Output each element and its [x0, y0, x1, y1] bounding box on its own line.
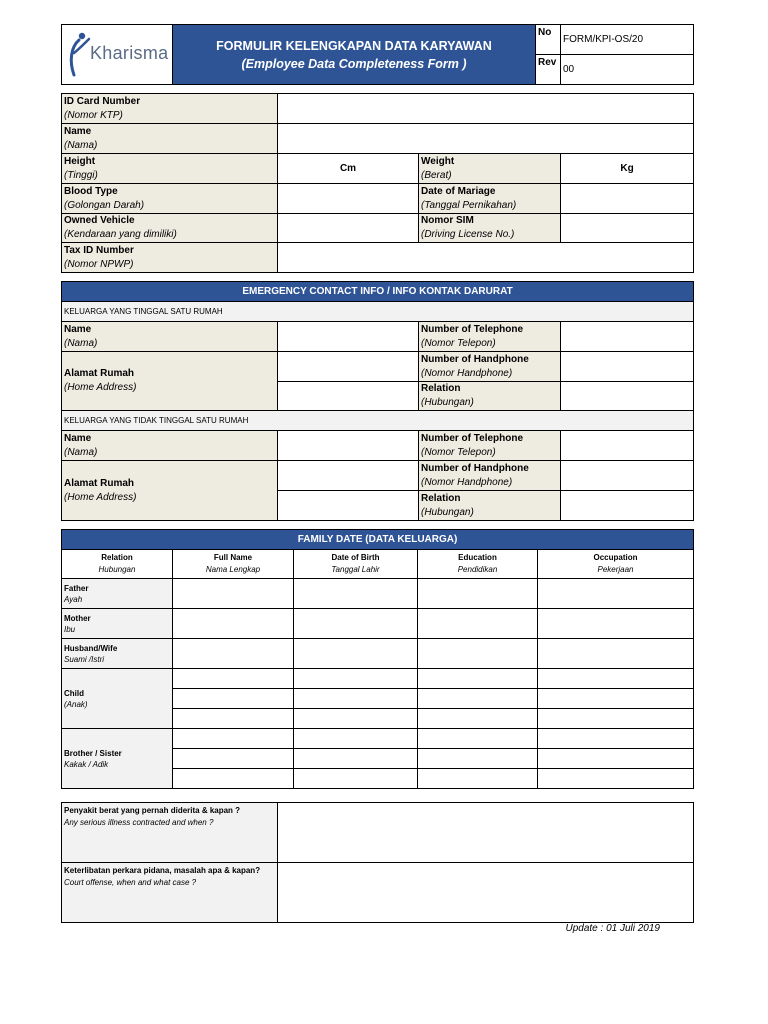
- mother-name-input[interactable]: [173, 609, 294, 639]
- emergency2-address-input-1[interactable]: [278, 461, 419, 491]
- emergency1-relation-label: Relation (Hubungan): [419, 382, 561, 411]
- emergency-group-same-house: KELUARGA YANG TINGGAL SATU RUMAH: [62, 302, 694, 322]
- family-section-title: FAMILY DATE (DATA KELUARGA): [62, 530, 694, 550]
- vehicle-label: Owned Vehicle (Kendaraan yang dimiliki): [62, 214, 278, 243]
- child3-birth-input[interactable]: [294, 709, 418, 729]
- tax-id-input[interactable]: [278, 243, 694, 273]
- emergency2-address-label: Alamat Rumah (Home Address): [62, 461, 278, 521]
- illness-answer-input[interactable]: [278, 803, 694, 863]
- emergency1-handphone-label: Number of Handphone (Nomor Handphone): [419, 352, 561, 382]
- father-birth-input[interactable]: [294, 579, 418, 609]
- blood-type-input[interactable]: [278, 184, 419, 214]
- weight-unit: Kg: [620, 163, 634, 174]
- emergency2-name-label: Name (Nama): [62, 431, 278, 461]
- form-subtitle: (Employee Data Completeness Form ): [241, 56, 467, 71]
- mother-label: Mother Ibu: [62, 609, 173, 639]
- id-card-label: ID Card Number (Nomor KTP): [62, 94, 278, 124]
- mother-occupation-input[interactable]: [538, 609, 694, 639]
- emergency-group-other-house: KELUARGA YANG TIDAK TINGGAL SATU RUMAH: [62, 411, 694, 431]
- sibling3-name-input[interactable]: [173, 769, 294, 789]
- height-label: Height (Tinggi): [62, 154, 278, 184]
- sibling1-birth-input[interactable]: [294, 729, 418, 749]
- kharisma-logo-icon: [65, 31, 91, 79]
- emergency1-address-input-2[interactable]: [278, 382, 419, 411]
- height-input[interactable]: [278, 154, 419, 184]
- emergency1-address-input-1[interactable]: [278, 352, 419, 382]
- update-date: Update : 01 Juli 2019: [565, 923, 660, 934]
- emergency2-name-input[interactable]: [278, 431, 419, 461]
- child2-occupation-input[interactable]: [538, 689, 694, 709]
- name-label: Name (Nama): [62, 124, 278, 154]
- spouse-occupation-input[interactable]: [538, 639, 694, 669]
- sibling3-education-input[interactable]: [418, 769, 538, 789]
- father-label: Father Ayah: [62, 579, 173, 609]
- child1-occupation-input[interactable]: [538, 669, 694, 689]
- sibling3-occupation-input[interactable]: [538, 769, 694, 789]
- child2-name-input[interactable]: [173, 689, 294, 709]
- court-question-label: Keterlibatan perkara pidana, masalah apa & kapan? Court offense, when and what case ?: [62, 863, 278, 923]
- child2-education-input[interactable]: [418, 689, 538, 709]
- emergency-contact-table: [61, 281, 694, 521]
- height-unit: Cm: [339, 163, 357, 174]
- emergency2-handphone-label: Number of Handphone (Nomor Handphone): [419, 461, 561, 491]
- emergency2-telephone-input[interactable]: [561, 431, 694, 461]
- marriage-date-label: Date of Mariage (Tanggal Pernikahan): [419, 184, 561, 214]
- spouse-name-input[interactable]: [173, 639, 294, 669]
- name-input[interactable]: [278, 124, 694, 154]
- rev-value: 00: [561, 55, 694, 85]
- sim-label: Nomor SIM (Driving License No.): [419, 214, 561, 243]
- emergency1-relation-input[interactable]: [561, 382, 694, 411]
- form-header: [61, 24, 694, 85]
- sibling2-occupation-input[interactable]: [538, 749, 694, 769]
- logo-cell: [62, 25, 173, 85]
- sim-input[interactable]: [561, 214, 694, 243]
- rev-label: Rev: [536, 55, 561, 85]
- personal-data-table: [61, 93, 694, 273]
- father-occupation-input[interactable]: [538, 579, 694, 609]
- illness-question-label: Penyakit berat yang pernah diderita & kapan ? Any serious illness contracted and when ?: [62, 803, 278, 863]
- id-card-input[interactable]: [278, 94, 694, 124]
- emergency1-name-label: Name (Nama): [62, 322, 278, 352]
- emergency2-handphone-input[interactable]: [561, 461, 694, 491]
- emergency1-telephone-input[interactable]: [561, 322, 694, 352]
- mother-birth-input[interactable]: [294, 609, 418, 639]
- weight-input[interactable]: [561, 154, 694, 184]
- mother-education-input[interactable]: [418, 609, 538, 639]
- child-label: Child (Anak): [62, 669, 173, 729]
- child1-education-input[interactable]: [418, 669, 538, 689]
- emergency2-relation-input[interactable]: [561, 491, 694, 521]
- child2-birth-input[interactable]: [294, 689, 418, 709]
- spouse-label: Husband/Wife Suami /Istri: [62, 639, 173, 669]
- emergency1-name-input[interactable]: [278, 322, 419, 352]
- sibling2-education-input[interactable]: [418, 749, 538, 769]
- sibling1-name-input[interactable]: [173, 729, 294, 749]
- sibling1-occupation-input[interactable]: [538, 729, 694, 749]
- child1-birth-input[interactable]: [294, 669, 418, 689]
- blood-type-label: Blood Type (Golongan Darah): [62, 184, 278, 214]
- marriage-date-input[interactable]: [561, 184, 694, 214]
- court-answer-input[interactable]: [278, 863, 694, 923]
- emergency1-handphone-input[interactable]: [561, 352, 694, 382]
- sibling2-birth-input[interactable]: [294, 749, 418, 769]
- family-data-table: [61, 529, 694, 789]
- emergency2-address-input-2[interactable]: [278, 491, 419, 521]
- sibling2-name-input[interactable]: [173, 749, 294, 769]
- sibling1-education-input[interactable]: [418, 729, 538, 749]
- col-full-name-header: Full Name Nama Lengkap: [173, 550, 294, 579]
- form-title: FORMULIR KELENGKAPAN DATA KARYAWAN: [216, 38, 492, 53]
- emergency-section-title: EMERGENCY CONTACT INFO / INFO KONTAK DARURAT: [62, 282, 694, 302]
- weight-label: Weight (Berat): [419, 154, 561, 184]
- no-value: FORM/KPI-OS/20: [561, 25, 694, 55]
- form-title-cell: [173, 25, 536, 85]
- col-occupation-header: Occupation Pekerjaan: [538, 550, 694, 579]
- sibling3-birth-input[interactable]: [294, 769, 418, 789]
- child3-name-input[interactable]: [173, 709, 294, 729]
- child3-education-input[interactable]: [418, 709, 538, 729]
- emergency2-relation-label: Relation (Hubungan): [419, 491, 561, 521]
- father-name-input[interactable]: [173, 579, 294, 609]
- col-relation-header: Relation Hubungan: [62, 550, 173, 579]
- vehicle-input[interactable]: [278, 214, 419, 243]
- no-label: No: [536, 25, 561, 55]
- logo-text: Kharisma: [90, 42, 169, 63]
- spouse-birth-input[interactable]: [294, 639, 418, 669]
- child3-occupation-input[interactable]: [538, 709, 694, 729]
- emergency1-telephone-label: Number of Telephone (Nomor Telepon): [419, 322, 561, 352]
- col-birth-date-header: Date of Birth Tanggal Lahir: [294, 550, 418, 579]
- emergency2-telephone-label: Number of Telephone (Nomor Telepon): [419, 431, 561, 461]
- child1-name-input[interactable]: [173, 669, 294, 689]
- tax-id-label: Tax ID Number (Nomor NPWP): [62, 243, 278, 273]
- father-education-input[interactable]: [418, 579, 538, 609]
- emergency1-address-label: Alamat Rumah (Home Address): [62, 352, 278, 411]
- col-education-header: Education Pendidikan: [418, 550, 538, 579]
- spouse-education-input[interactable]: [418, 639, 538, 669]
- questions-table: [61, 802, 694, 923]
- sibling-label: Brother / Sister Kakak / Adik: [62, 729, 173, 789]
